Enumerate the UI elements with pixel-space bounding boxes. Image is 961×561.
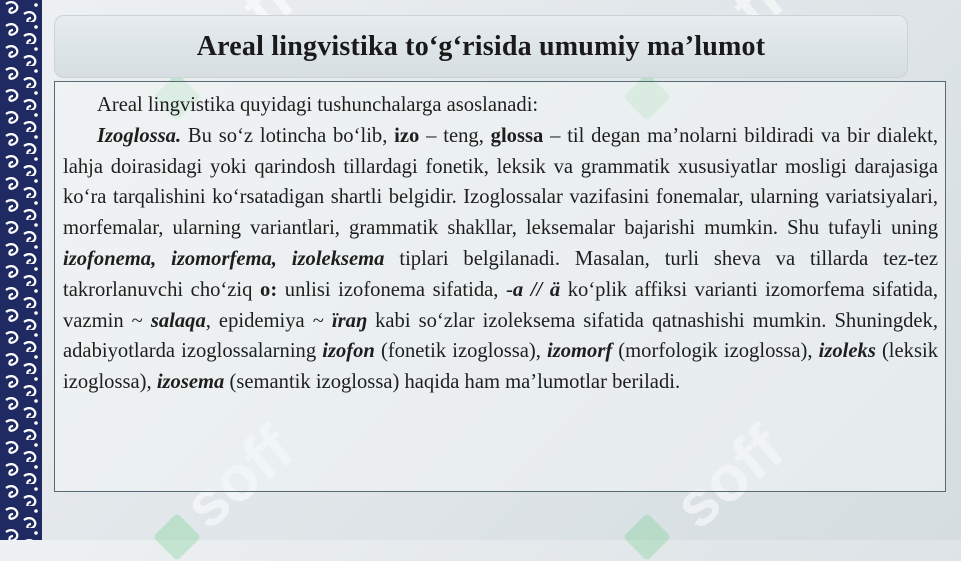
text-run: (leksik izoglossa), <box>63 340 938 394</box>
term-types: izofonema, izomorfema, izoleksema <box>63 247 385 270</box>
main-paragraph <box>63 121 938 398</box>
content-box <box>54 81 946 492</box>
text-run: (semantik izoglossa) haqida ham ma’lumotlar beriladi. <box>224 371 681 394</box>
text-run: (morfologik izoglossa), <box>612 340 819 363</box>
slide-title: Areal lingvistika to‘g‘risida umumiy ma’lumot <box>196 30 766 62</box>
text-run: – teng, <box>419 124 491 147</box>
term-glossa: glossa <box>490 124 544 147</box>
text-run: ko‘plik affiksi varianti izomorfema sifatida, vazmin ~ <box>63 278 938 332</box>
text-run: tiplari belgilanadi. Masalan, turli sheva va tillarda tez-tez takrorlanuvchi cho‘ziq <box>63 247 939 301</box>
text-run: – til degan ma’nolarni bildiradi va bir dialekt, lahja doirasidagi yoki qarindosh tillardagi fonetik, leksik va grammatik xususiyatlar mosligi darajasiga ko‘ra tarqalishini ko‘rsatadigan shartli belgidir. Izoglossalar vazifasini fonemalar, ularning variatsiyalari, morfemalar, ularning variantlari, grammatik shakllar, leksemalar bajarishi mumkin. Shu tufayli uning <box>63 124 938 240</box>
term-long-o: o: <box>260 278 278 301</box>
text-run: unlisi izofonema sifatida, - <box>277 278 513 301</box>
term-izoleks: izoleks <box>818 340 876 363</box>
watermark-diamond <box>623 513 671 561</box>
term-izosema: izosema <box>156 371 225 394</box>
text-run: Bu so‘z lotincha bo‘lib, <box>181 124 395 147</box>
term-affix: a // ä <box>512 278 561 301</box>
text-run: , epidemiya ~ <box>205 309 332 332</box>
title-box <box>54 15 908 78</box>
watermark-diamond <box>153 513 201 561</box>
term-salaqa: salaqa <box>150 309 206 332</box>
term-iran: ïraŋ <box>331 309 368 332</box>
term-izoglossa: Izoglossa. <box>97 124 182 147</box>
term-izo: izo <box>394 124 420 147</box>
text-run: (fonetik izoglossa), <box>374 340 547 363</box>
term-izomorf: izomorf <box>546 340 613 363</box>
decorative-border <box>0 0 42 540</box>
intro-text: Areal lingvistika quyidagi tushunchalarga asoslanadi: <box>97 94 539 116</box>
text-run: kabi so‘zlar izoleksema sifatida qatnashishi mumkin. Shuningdek, adabiyotlarda izoglossalarning <box>63 309 938 363</box>
term-izofon: izofon <box>322 340 375 363</box>
